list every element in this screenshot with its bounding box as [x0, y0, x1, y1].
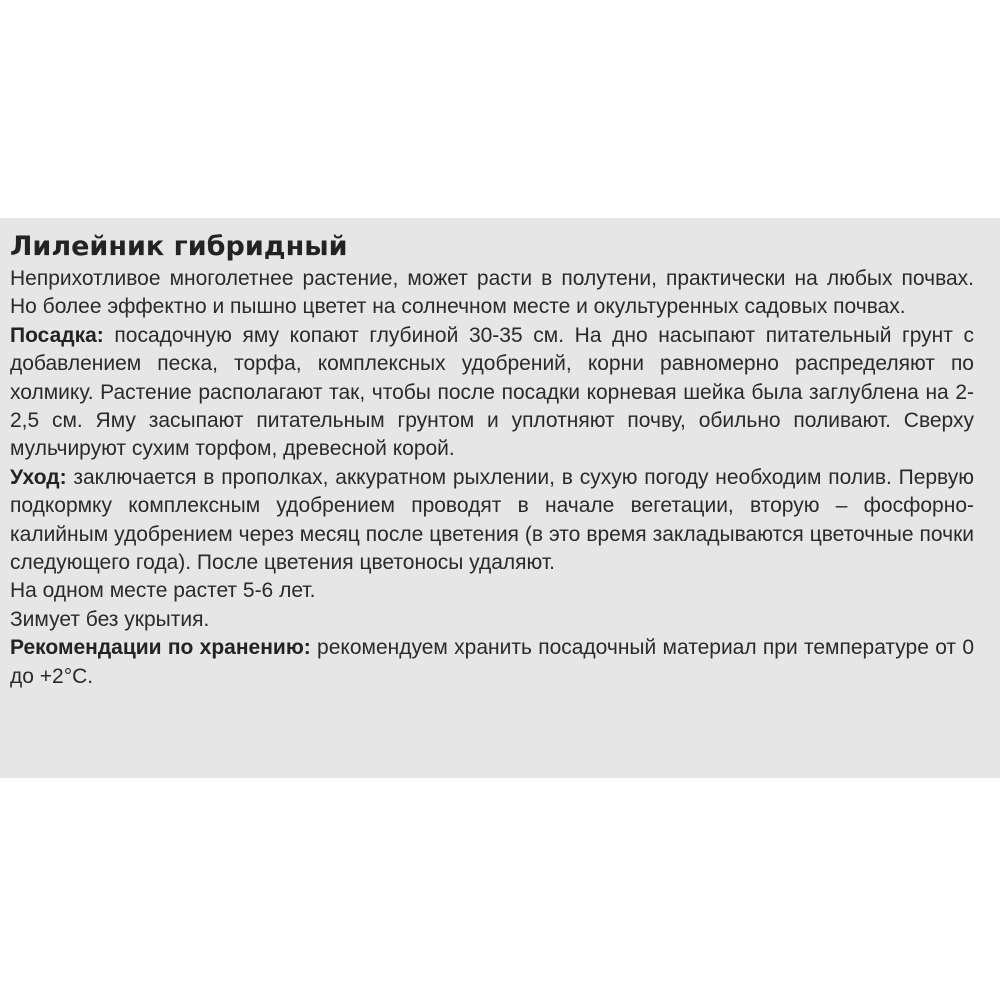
care-heading: Уход: [10, 465, 67, 489]
plant-label-card [0, 218, 1000, 778]
lifespan-line: На одном месте растет 5-6 лет. [10, 579, 316, 603]
care-paragraph [10, 464, 974, 578]
label-title: Лилейник гибридный [10, 231, 348, 262]
intro-paragraph: Неприхотливое многолетнее растение, может расти в полутени, практически на любых почвах. Но более эффектно и пышно цветет на солнечном месте и окультуренных садовых почвах. [10, 267, 974, 319]
planting-text: посадочную яму копают глубиной 30-35 см. На дно насыпают питательный грунт с добавлением песка, торфа, комплексных удобрений, корни равномерно распределяют по холмику. Растение располагают так, чтобы после посадки корневая шейка была заглублена на 2-2,5 см. Яму засыпают питательным грунтом и уплотняют почву, обильно поливают. Сверху мульчируют сухим торфом, древесной корой. [10, 323, 974, 461]
storage-heading: Рекомендации по хранению: [10, 636, 311, 660]
winter-line: Зимует без укрытия. [10, 607, 210, 631]
care-text: заключается в прополках, аккуратном рыхлении, в сухую погоду необходим полив. Первую подкормку комплексным удобрением проводят в начале вегетации, вторую – фосфорно-калийным удобрением через месяц после цветения (в это время закладываются цветочные почки следующего года). После цветения цветоносы удаляют. [10, 465, 974, 575]
storage-paragraph [10, 634, 974, 691]
storage-text: рекомендуем хранить посадочный материал при температуре от 0 до +2°С. [10, 636, 975, 688]
planting-heading: Посадка: [10, 323, 104, 347]
planting-paragraph [10, 322, 974, 464]
